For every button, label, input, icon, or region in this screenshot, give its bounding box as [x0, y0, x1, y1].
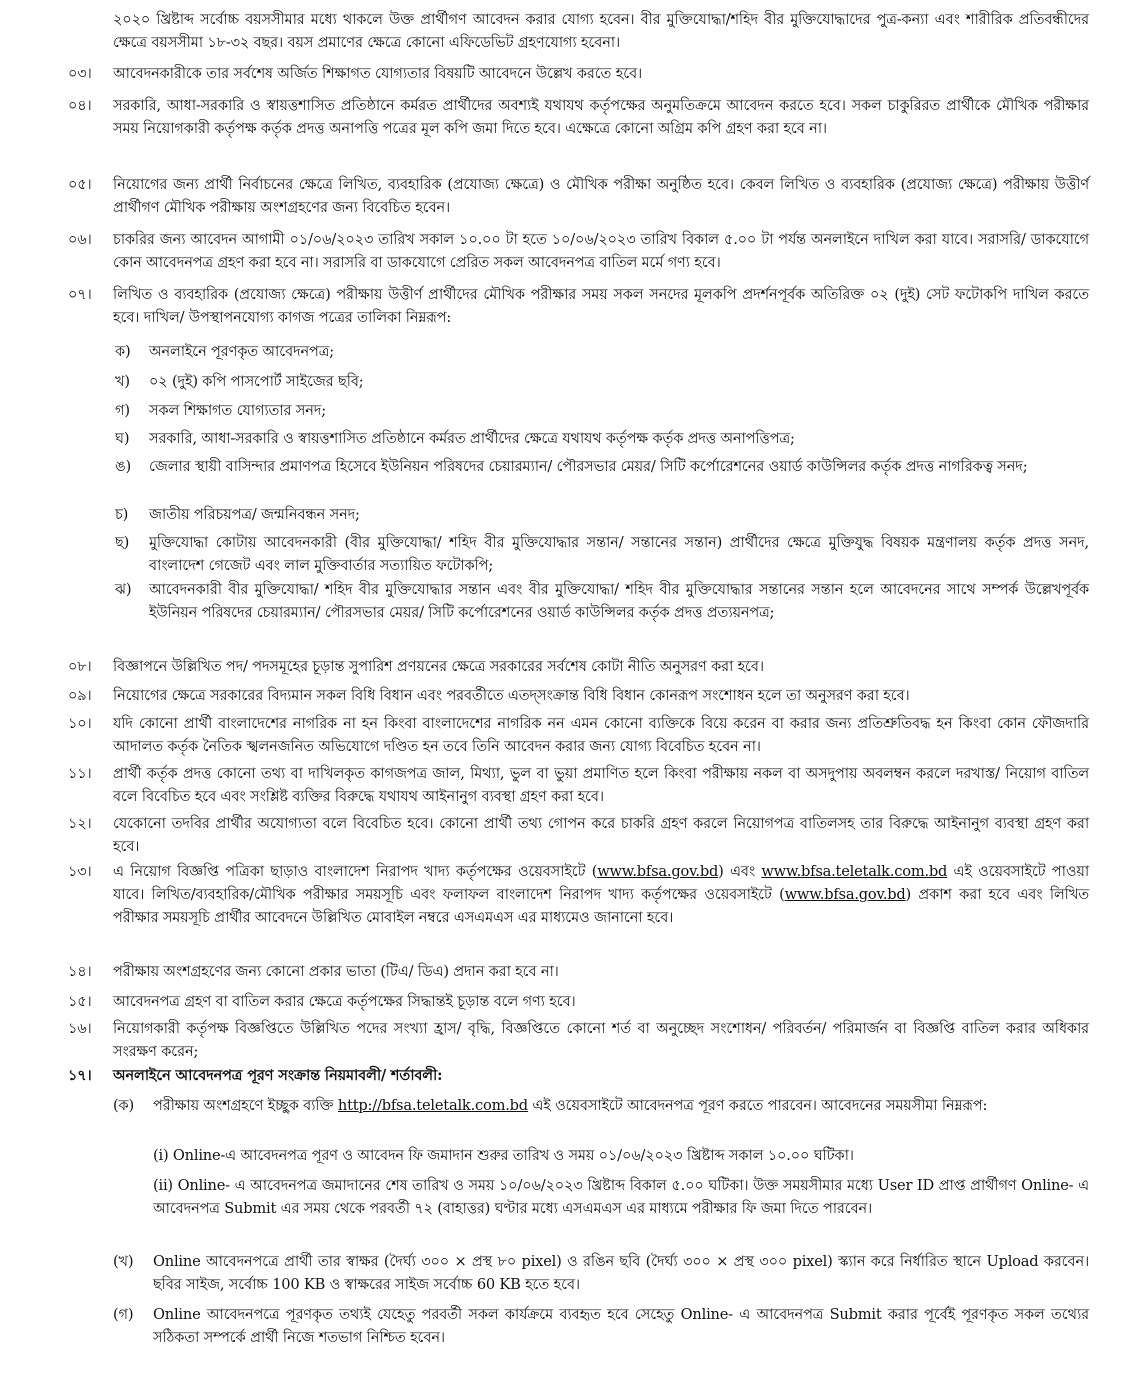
doc-label: ঙ): [115, 458, 131, 475]
clause-06: [0, 228, 1128, 274]
doc-item-chha: [0, 531, 1128, 577]
clause-17-ka-part1: পরীক্ষায় অংশগ্রহণে ইচ্ছুক ব্যক্তি: [153, 1097, 338, 1114]
doc-label: ক): [115, 343, 131, 360]
intro-text: ২০২০ খ্রিষ্টাব্দ সর্বোচ্চ বয়সসীমার মধ্যে থাকলে উক্ত প্রার্থীগণ আবেদন করার যোগ্য হবেন। বীর মুক্তিযোদ্ধা/শহিদ বীর মুক্তিযোদ্ধাদের পুত্র-কন্যা এবং শারীরিক প্রতিবন্ধীদের ক্ষেত্রে বয়সসীমা ১৮-৩২ বছর। বয়স প্রমাণের ক্ষেত্রে কোনো এফিডেভিট গ্রহণযোগ্য হবেনা।: [113, 11, 1089, 51]
clause-17-heading: অনলাইনে আবেদনপত্র পূরণ সংক্রান্ত নিয়মাবলী/ শর্তাবলী:: [113, 1067, 443, 1084]
clause-05: [0, 173, 1128, 219]
clause-text: সরকারি, আধা-সরকারি ও স্বায়ত্তশাসিত প্রতিষ্ঠানে কর্মরত প্রার্থীদের অবশ্যই যথাযথ কর্তৃপক্ষের অনুমতিক্রমে আবেদন করতে হবে। সকল চাকুরিরত প্রার্থীকে মৌখিক পরীক্ষার সময় নিয়োগকারী কর্তৃপক্ষ কর্তৃক প্রদত্ত অনাপত্তি পত্রের মূল কপি জমা দিতে হবে। এক্ষেত্রে কোনো অগ্রিম কপি গ্রহণ করা হবে না।: [113, 97, 1089, 137]
doc-text: ০২ (দুই) কপি পাসপোর্ট সাইজের ছবি;: [149, 373, 364, 390]
doc-text: সরকারি, আধা-সরকারি ও স্বায়ত্তশাসিত প্রতিষ্ঠানে কর্মরত প্রার্থীদের ক্ষেত্রে যথাযথ কর্তৃপক্ষ কর্তৃক প্রদত্ত অনাপত্তিপত্র;: [149, 430, 795, 447]
clause-17-ii: [0, 1174, 1128, 1243]
doc-item-gha: [0, 427, 1128, 450]
clause-number: ১৬।: [68, 1020, 92, 1037]
clause-number: ১৩।: [68, 863, 92, 880]
clause-13-part4: ) প্রকাশ করা হবে এবং লিখিত পরীক্ষার সময়সূচি প্রার্থীর আবেদনে উল্লিখিত মোবাইল নম্বরে এসএমএস এর মাধ্যমেও জানানো হবে।: [113, 886, 1089, 926]
doc-item-kha: [0, 370, 1128, 393]
clause-17-i: [0, 1144, 1128, 1167]
clause-17-ka: [0, 1094, 1128, 1140]
clause-13-part2: ) এবং: [718, 863, 762, 880]
doc-text: মুক্তিযোদ্ধা কোটায় আবেদনকারী (বীর মুক্তিযোদ্ধা/ শহিদ বীর মুক্তিযোদ্ধার সন্তান/ সন্তানের সন্তান) প্রার্থীদের ক্ষেত্রে মুক্তিযুদ্ধ বিষয়ক মন্ত্রণালয় কর্তৃক প্রদত্ত সনদ, বাংলাদেশ গেজেট এবং লাল মুক্তিবার্তার সত্যায়িত ফটোকপি;: [149, 534, 1089, 574]
clause-text: নিয়োগের ক্ষেত্রে সরকারের বিদ্যমান সকল বিধি বিধান এবং পরবর্তীতে এতদ্সংক্রান্ত বিধি বিধান কোনরূপ সংশোধন হলে তা অনুসরণ করা হবে।: [113, 687, 910, 704]
clause-07: [0, 283, 1128, 329]
clause-03: [0, 62, 1128, 85]
sub-text: (i) Online-এ আবেদনপত্র পূরণ ও আবেদন ফি জমাদান শুরুর তারিখ ও সময় ০১/০৬/২০২৩ খ্রিষ্টাব্দ সকাল ১০.০০ ঘটিকা।: [153, 1147, 854, 1164]
clause-text: প্রার্থী কর্তৃক প্রদত্ত কোনো তথ্য বা দাখিলকৃত কাগজপত্র জাল, মিথ্যা, ভুল বা ভুয়া প্রমাণিত হলে কিংবা পরীক্ষায় নকল বা অসদুপায় অবলম্বন করলে দরখাস্ত/ নিয়োগ বাতিল বলে বিবেচিত হবে এবং সংশ্লিষ্ট ব্যক্তির বিরুদ্ধে যথাযথ আইনানুগ ব্যবস্থা গ্রহণ করা হবে।: [113, 765, 1089, 805]
clause-15: [0, 990, 1128, 1013]
doc-text: জেলার স্থায়ী বাসিন্দার প্রমাণপত্র হিসেবে ইউনিয়ন পরিষদের চেয়ারম্যান/ পৌরসভার মেয়র/ সিটি কর্পোরেশনের ওয়ার্ড কাউন্সিলর কর্তৃক প্রদত্ত নাগরিকত্ব সনদ;: [149, 458, 1028, 475]
doc-label: ঝ): [115, 581, 132, 598]
clause-text: আবেদনকারীকে তার সর্বশেষ অর্জিত শিক্ষাগত যোগ্যতার বিষয়টি আবেদনে উল্লেখ করতে হবে।: [113, 65, 643, 82]
clause-number: ০৫।: [68, 176, 92, 193]
clause-number: ০৪।: [68, 97, 92, 114]
clause-13: [0, 860, 1128, 952]
doc-label: খ): [115, 373, 130, 390]
clause-number: ০৩।: [68, 65, 92, 82]
teletalk-website-link[interactable]: www.bfsa.teletalk.com.bd: [761, 863, 948, 880]
sub-text: Online আবেদনপত্রে প্রার্থী তার স্বাক্ষর (দৈর্ঘ্য ৩০০ × প্রস্থ ৮০ pixel) ও রঙিন ছবি (দৈর্ঘ্য ৩০০ × প্রস্থ ৩০০ pixel) স্ক্যান করে নির্ধারিত স্থানে Upload করবেন। ছবির সাইজ, সর্বোচ্চ 100 KB ও স্বাক্ষরের সাইজ সর্বোচ্চ 60 KB হতে হবে।: [153, 1253, 1089, 1293]
clause-04: [0, 94, 1128, 163]
sub-text: [153, 1094, 1089, 1117]
doc-text: জাতীয় পরিচয়পত্র/ জন্মনিবন্ধন সনদ;: [149, 506, 360, 523]
doc-label: চ): [115, 506, 129, 523]
clause-number: ১৭।: [68, 1067, 92, 1084]
sub-text: Online আবেদনপত্রে পূরণকৃত তথ্যই যেহেতু পরবর্তী সকল কার্যক্রমে ব্যবহৃত হবে সেহেতু Online- এ আবেদনপত্র Submit করার পূর্বেই পূরণকৃত সকল তথ্যের সঠিকতা সম্পর্কে প্রার্থী নিজে শতভাগ নিশ্চিত হবেন।: [153, 1306, 1089, 1346]
bfsa-website-link[interactable]: www.bfsa.gov.bd: [597, 863, 719, 880]
clause-10: [0, 712, 1128, 758]
clause-number: ১২।: [68, 815, 92, 832]
doc-text: অনলাইনে পূরণকৃত আবেদনপত্র;: [149, 343, 334, 360]
doc-text: সকল শিক্ষাগত যোগ্যতার সনদ;: [149, 402, 326, 419]
sub-label: (গ): [113, 1306, 134, 1323]
clause-number: ১১।: [68, 765, 92, 782]
sub-label: (খ): [113, 1253, 134, 1270]
clause-text: বিজ্ঞাপনে উল্লিখিত পদ/ পদসমূহের চূড়ান্ত সুপারিশ প্রণয়নের ক্ষেত্রে সরকারের সর্বশেষ কোটা নীতি অনুসরণ করা হবে।: [113, 658, 764, 675]
clause-text: নিয়োগের জন্য প্রার্থী নির্বাচনের ক্ষেত্রে লিখিত, ব্যবহারিক (প্রযোজ্য ক্ষেত্রে) ও মৌখিক পরীক্ষা অনুষ্ঠিত হবে। কেবল লিখিত ও ব্যবহারিক (প্রযোজ্য ক্ষেত্রে) পরীক্ষায় উত্তীর্ণ প্রার্থীগণ মৌখিক পরীক্ষায় অংশগ্রহণের জন্য বিবেচিত হবেন।: [113, 176, 1089, 216]
clause-number: ০৬।: [68, 231, 92, 248]
clause-11: [0, 762, 1128, 808]
clause-number: ০৭।: [68, 286, 92, 303]
clause-text: যদি কোনো প্রার্থী বাংলাদেশের নাগরিক না হন কিংবা বাংলাদেশের নাগরিক নন এমন কোনো ব্যক্তিকে বিয়ে করেন বা করার জন্য প্রতিশ্রুতিবদ্ধ হন কিংবা কোন ফৌজদারি আদালত কর্তৃক নৈতিক স্খলনজনিত অভিযোগে দণ্ডিত হন তবে তিনি আবেদন করার জন্য যোগ্য বিবেচিত হবেন না।: [113, 715, 1089, 755]
clause-number: ১৫।: [68, 993, 92, 1010]
clause-08: [0, 655, 1128, 678]
clause-text: পরীক্ষায় অংশগ্রহণের জন্য কোনো প্রকার ভাতা (টিএ/ ডিএ) প্রদান করা হবে না।: [113, 963, 559, 980]
clause-16: [0, 1017, 1128, 1063]
doc-text: আবেদনকারী বীর মুক্তিযোদ্ধা/ শহিদ বীর মুক্তিযোদ্ধার সন্তান এবং বীর মুক্তিযোদ্ধা/ শহিদ বীর মুক্তিযোদ্ধার সন্তানের সন্তান হলে আবেদনের সাথে সম্পর্ক উল্লেখপূর্বক ইউনিয়ন পরিষদের চেয়ারম্যান/ পৌরসভার মেয়র/ সিটি কর্পোরেশনের ওয়ার্ড কাউন্সিলর কর্তৃক প্রদত্ত প্রত্যয়নপত্র;: [149, 581, 1089, 621]
doc-label: ঘ): [115, 430, 130, 447]
sub-text: (ii) Online- এ আবেদনপত্র জমাদানের শেষ তারিখ ও সময় ১০/০৬/২০২৩ খ্রিষ্টাব্দ বিকাল ৫.০০ ঘটিকা। উক্ত সময়সীমার মধ্যে User ID প্রাপ্ত প্রার্থীগণ Online- এ আবেদনপত্র Submit এর সময় থেকে পরবর্তী ৭২ (বাহাত্তর) ঘণ্টার মধ্যে এসএমএস এর মাধ্যমে পরীক্ষার ফি জমা দিতে পারবেন।: [153, 1177, 1089, 1217]
clause-text: আবেদনপত্র গ্রহণ বা বাতিল করার ক্ষেত্রে কর্তৃপক্ষের সিদ্ধান্তই চূড়ান্ত বলে গণ্য হবে।: [113, 993, 576, 1010]
clause-number: ০৮।: [68, 658, 92, 675]
clause-17-kha: [0, 1250, 1128, 1296]
clause-text: নিয়োগকারী কর্তৃপক্ষ বিজ্ঞপ্তিতে উল্লিখিত পদের সংখ্যা হ্রাস/ বৃদ্ধি, বিজ্ঞপ্তিতে কোনো শর্ত বা অনুচ্ছেদ সংশোধন/ পরিবর্তন/ পরিমার্জন বা বিজ্ঞপ্তি বাতিল করার অধিকার সংরক্ষণ করেন;: [113, 1020, 1089, 1060]
doc-item-uma: [0, 455, 1128, 501]
doc-item-ga: [0, 399, 1128, 422]
clause-number: ১৪।: [68, 963, 92, 980]
clause-17-ga: [0, 1303, 1128, 1349]
doc-label: ছ): [115, 534, 130, 551]
clause-09: [0, 684, 1128, 707]
clause-13-part1: এ নিয়োগ বিজ্ঞপ্তি পত্রিকা ছাড়াও বাংলাদেশ নিরাপদ খাদ্য কর্তৃপক্ষের ওয়েবসাইটে (: [113, 863, 598, 880]
clause-text: যেকোনো তদবির প্রার্থীর অযোগ্যতা বলে বিবেচিত হবে। কোনো প্রার্থী তথ্য গোপন করে চাকরি গ্রহণ করলে নিয়োগপত্র বাতিলসহ তার বিরুদ্ধে আইনানুগ ব্যবস্থা গ্রহণ করা হবে।: [113, 815, 1089, 855]
doc-label: গ): [115, 402, 130, 419]
clause-text: লিখিত ও ব্যবহারিক (প্রযোজ্য ক্ষেত্রে) পরীক্ষায় উত্তীর্ণ প্রার্থীদের মৌখিক পরীক্ষার সময় সকল সনদের মূলকপি প্রদর্শনপূর্বক অতিরিক্ত ০২ (দুই) সেট ফটোকপি দাখিল করতে হবে। দাখিল/ উপস্থাপনযোগ্য কাগজ পত্রের তালিকা নিম্নরূপ:: [113, 286, 1089, 326]
clause-text: [113, 860, 1089, 929]
clause-number: ০৯।: [68, 687, 92, 704]
teletalk-apply-link[interactable]: http://bfsa.teletalk.com.bd: [337, 1097, 528, 1114]
intro-paragraph: [0, 8, 1128, 54]
clause-17-ka-part2: এই ওয়েবসাইটে আবেদনপত্র পূরণ করতে পারবেন। আবেদনের সময়সীমা নিম্নরূপ:: [527, 1097, 988, 1114]
clause-12: [0, 812, 1128, 858]
clause-number: ১০।: [68, 715, 92, 732]
bfsa-website-link-2[interactable]: www.bfsa.gov.bd: [784, 886, 906, 903]
clause-text: চাকরির জন্য আবেদন আগামী ০১/০৬/২০২৩ তারিখ সকাল ১০.০০ টা হতে ১০/০৬/২০২৩ তারিখ বিকাল ৫.০০ টা পর্যন্ত অনলাইনে দাখিল করা যাবে। সরাসরি/ ডাকযোগে কোন আবেদনপত্র গ্রহণ করা হবে না। সরাসরি বা ডাকযোগে প্রেরিত সকল আবেদনপত্র বাতিল মর্মে গণ্য হবে।: [113, 231, 1089, 271]
doc-item-ka: [0, 340, 1128, 363]
clause-14: [0, 960, 1128, 983]
doc-item-cha: [0, 503, 1128, 526]
clause-13-part3: এই ওয়েবসাইটে পাওয়া যাবে। লিখিত/ব্যবহারিক/মৌখিক পরীক্ষার সময়সূচি এবং ফলাফল বাংলাদেশ নিরাপদ খাদ্য কর্তৃপক্ষের ওয়েবসাইটে (: [113, 863, 1090, 903]
doc-item-jha: [0, 578, 1128, 624]
sub-label: (ক): [113, 1097, 134, 1114]
clause-17: [0, 1064, 1128, 1087]
